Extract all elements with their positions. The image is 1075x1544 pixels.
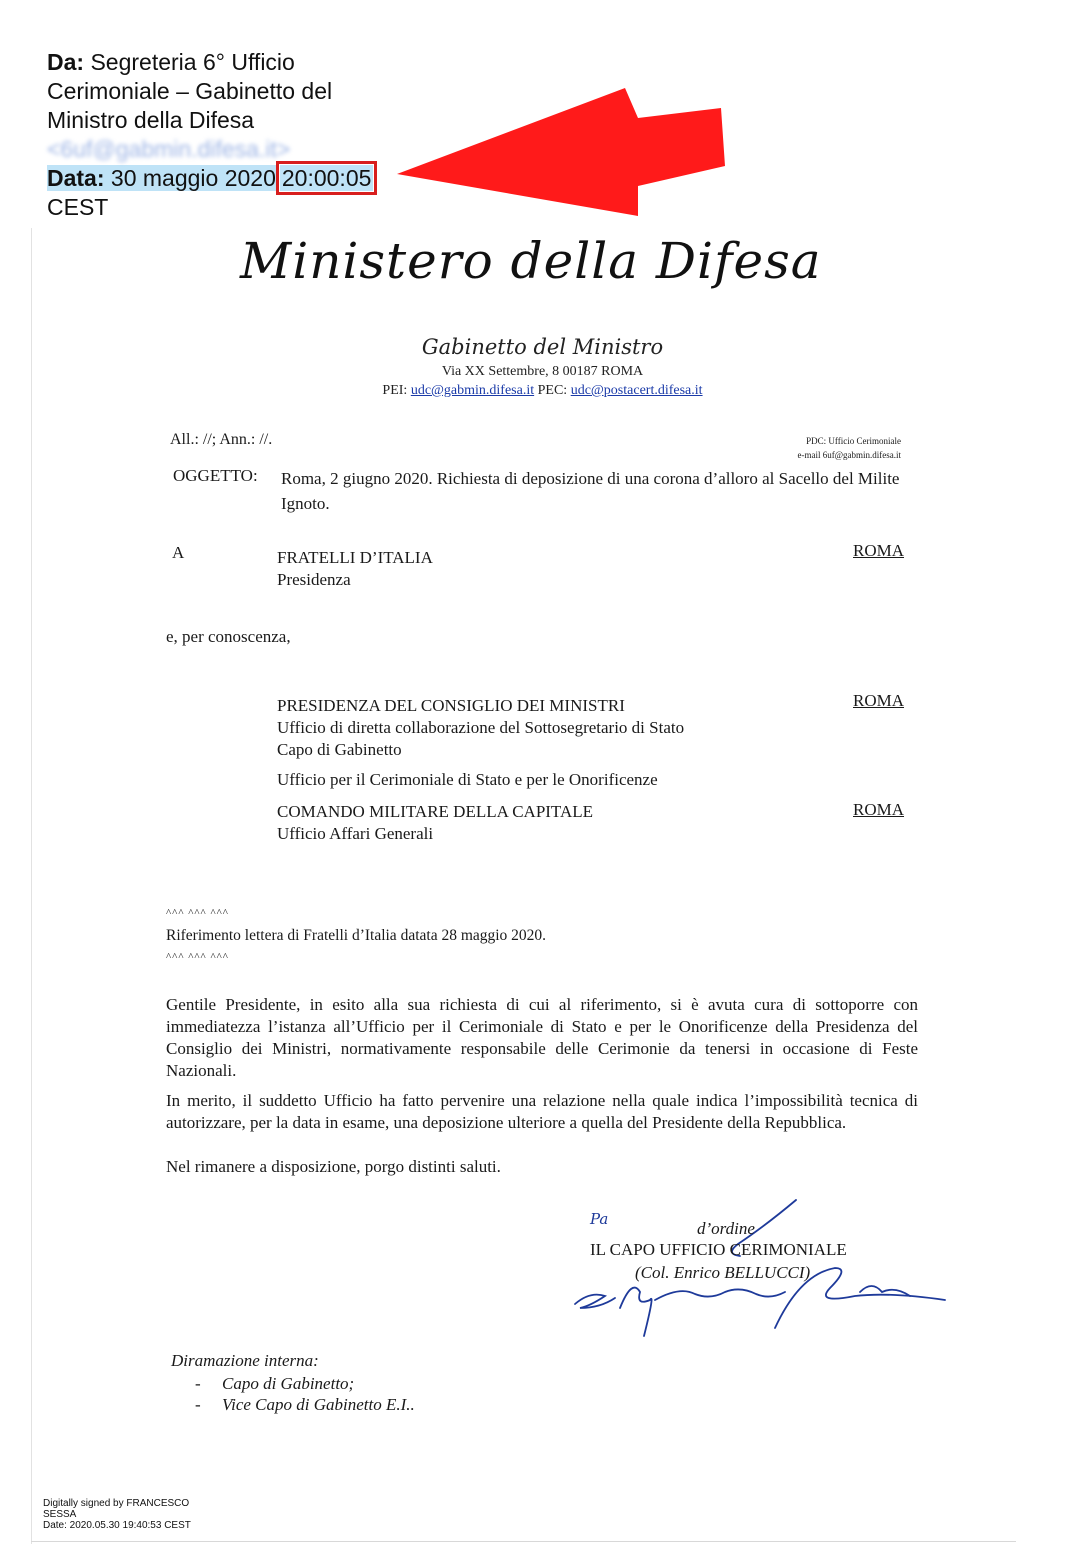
pdc-line1: PDC: Ufficio Cerimoniale <box>806 436 901 446</box>
cc-line1: Ufficio per il Cerimoniale di Stato e per le Onorificenze <box>277 770 658 789</box>
cc-recipient <box>277 801 593 845</box>
cc-line1: COMANDO MILITARE DELLA CAPITALE <box>277 802 594 821</box>
digisig-line2: SESSA <box>43 1509 77 1520</box>
cc-line1: PRESIDENZA DEL CONSIGLIO DEI MINISTRI <box>277 696 625 715</box>
date-line <box>47 164 373 193</box>
office-address: Via XX Settembre, 8 00187 ROMA <box>441 364 644 379</box>
cc-recipient <box>277 769 658 791</box>
cc-line2: Ufficio di diretta collaborazione del Sottosegretario di Stato <box>277 718 685 737</box>
recipient-line1: FRATELLI D’ITALIA <box>277 548 433 567</box>
body-paragraph-1: Gentile Presidente, in esito alla sua richiesta di cui al riferimento, si è avuta cura di sottoporre con immediatezza l’istanza all’Ufficio per il Cerimoniale di Stato e per le Onorificenze della Presidenza del Consiglio dei Ministri, normativamente responsabile delle Cerimonie da tenersi in occasione di Feste Nazionali. <box>166 995 918 1080</box>
time-highlight-box: 20:00:05 <box>281 165 372 191</box>
recipient-city: ROMA <box>853 541 905 560</box>
cc-line2: Ufficio Affari Generali <box>277 824 434 843</box>
subject-text: Roma, 2 giugno 2020. Richiesta di deposizione di una corona d’alloro al Sacello del Milite Ignoto. <box>281 469 900 513</box>
pei-label: PEI: <box>382 383 408 398</box>
cc-recipient <box>277 695 684 761</box>
email-header <box>47 48 373 222</box>
separator-top: ^^^ ^^^ ^^^ <box>166 907 229 919</box>
digital-signature-stamp <box>43 1498 191 1531</box>
page-bottom-border <box>31 1541 1016 1542</box>
subject-label: OGGETTO: <box>173 466 258 485</box>
from-line <box>47 48 373 77</box>
from-line1: Segreteria 6° Ufficio <box>90 49 295 75</box>
distribution-item-text: Capo di Gabinetto; <box>222 1374 355 1393</box>
timezone: CEST <box>47 194 109 220</box>
digisig-line3: Date: 2020.05.30 19:40:53 CEST <box>43 1520 191 1531</box>
cc-city: ROMA <box>853 691 905 710</box>
distribution-item: - Capo di Gabinetto; <box>195 1374 355 1393</box>
recipient <box>277 547 433 591</box>
pei-email-link[interactable]: udc@gabmin.difesa.it <box>410 383 535 398</box>
addressee-label: A <box>172 543 185 562</box>
digisig-line1: Digitally signed by FRANCESCO <box>43 1498 190 1509</box>
from-address-blurred: <6uf@gabmin.difesa.it> <box>47 136 291 162</box>
closing-line: Nel rimanere a disposizione, porgo distinti saluti. <box>166 1157 501 1176</box>
body-paragraph-2: In merito, il suddetto Ufficio ha fatto pervenire una relazione nella quale indica l’impossibilità tecnica di autorizzare, per la data in esame, una deposizione ulteriore a quella del Presidente della Repubblica. <box>166 1091 918 1132</box>
contact-line <box>0 383 1075 399</box>
from-label: Da: <box>47 49 85 75</box>
attachments: All.: //; Ann.: //. <box>170 431 273 448</box>
signature-title: IL CAPO UFFICIO CERIMONIALE <box>590 1240 847 1259</box>
signature-name: (Col. Enrico BELLUCCI) <box>635 1263 811 1282</box>
signature-pa-initials: Pa <box>590 1210 609 1228</box>
date-label: Data: <box>47 165 105 191</box>
pec-email-link[interactable]: udc@postacert.difesa.it <box>570 383 703 398</box>
signature-per-ordine: d’ordine <box>697 1219 755 1238</box>
cc-label: e, per conoscenza, <box>166 627 291 646</box>
from-line2: Cerimoniale – Gabinetto del <box>47 78 333 104</box>
office-title: Gabinetto del Ministro <box>421 335 664 359</box>
recipient-line2: Presidenza <box>277 570 351 589</box>
ministry-title: Ministero della Difesa <box>240 232 822 290</box>
distribution-item-text: Vice Capo di Gabinetto E.I.. <box>222 1395 415 1414</box>
contact-point <box>773 434 901 462</box>
date-value: 30 maggio 2020 <box>110 165 276 191</box>
page-left-border <box>31 228 32 1544</box>
from-line3: Ministro della Difesa <box>47 107 255 133</box>
distribution-item: - Vice Capo di Gabinetto E.I.. <box>195 1395 415 1414</box>
distribution-title: Diramazione interna: <box>171 1351 319 1370</box>
pdc-line2: e-mail 6uf@gabmin.difesa.it <box>797 450 901 460</box>
reference-line: Riferimento lettera di Fratelli d’Italia datata 28 maggio 2020. <box>166 927 547 944</box>
separator-bottom: ^^^ ^^^ ^^^ <box>166 951 229 963</box>
cc-city: ROMA <box>853 800 905 819</box>
pec-label: PEC: <box>537 383 568 398</box>
red-arrow-annotation <box>395 88 725 220</box>
cc-line3: Capo di Gabinetto <box>277 740 402 759</box>
